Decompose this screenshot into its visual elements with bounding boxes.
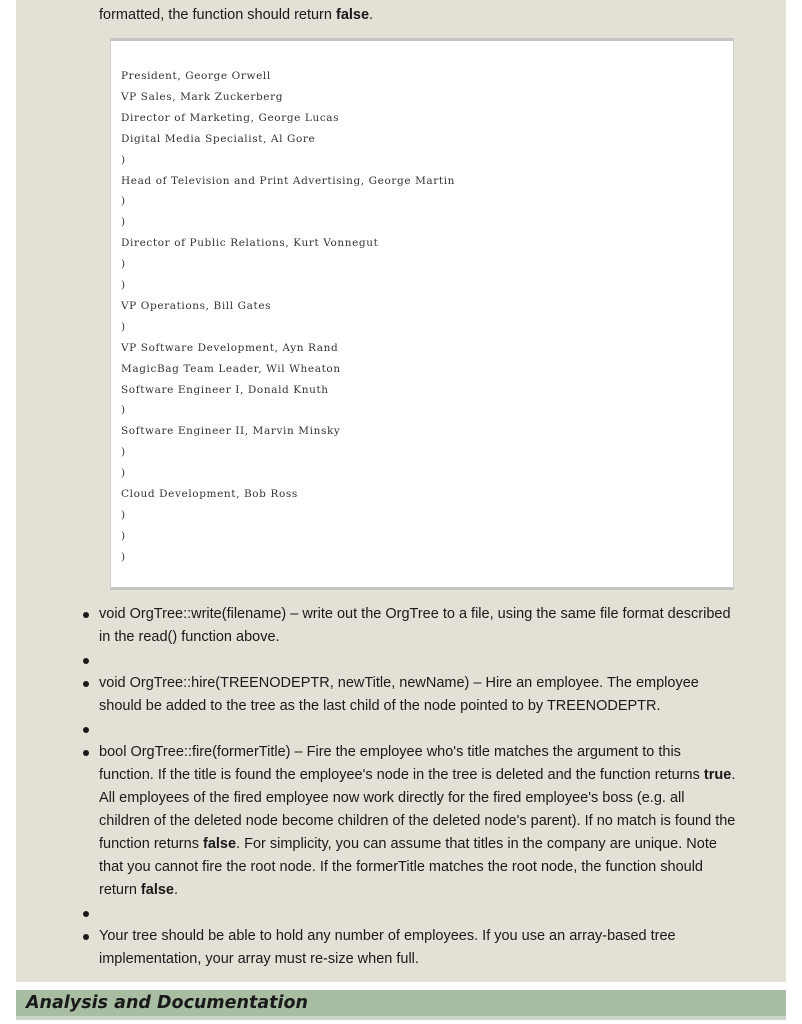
content-panel <box>16 0 786 982</box>
fire-line-2c: . <box>731 767 736 783</box>
bullet-dot <box>83 934 89 940</box>
resize-line-1: Your tree should be able to hold any number of employees. If you use an array-based tree <box>99 928 676 944</box>
fire-line-6: that you cannot fire the root node. If the formerTitle matches the root node, the function should <box>99 859 703 875</box>
code-line: ) <box>121 320 126 333</box>
hire-line-2: should be added to the tree as the last child of the node pointed to by TREENODEPTR. <box>99 698 661 714</box>
section-header-analysis <box>16 990 786 1020</box>
fire-line-1: bool OrgTree::fire(formerTitle) – Fire the employee who's title matches the argument to this <box>99 744 681 760</box>
code-line: ) <box>121 258 126 271</box>
hire-line-1: void OrgTree::hire(TREENODEPTR, newTitle, newName) – Hire an employee. The employee <box>99 675 699 691</box>
bullet-dot <box>83 612 89 618</box>
code-line: Cloud Development, Bob Ross <box>121 488 298 500</box>
code-line: Software Engineer I, Donald Knuth <box>121 383 329 396</box>
code-line: VP Operations, Bill Gates <box>121 299 272 312</box>
fire-line-4: children of the deleted node become children of the deleted node's parent). If no match is found the <box>99 813 736 829</box>
fire-line-3: All employees of the fired employee now work directly for the fired employee's boss (e.g. all <box>99 790 685 806</box>
code-line: ) <box>121 216 126 229</box>
code-line: Head of Television and Print Advertising, George Martin <box>121 174 456 187</box>
bullet-dot <box>83 750 89 756</box>
code-line: Director of Marketing, George Lucas <box>121 111 340 124</box>
write-line-2: in the read() function above. <box>99 629 280 645</box>
code-line: ) <box>121 467 126 480</box>
fire-bold-false: false <box>202 836 237 852</box>
code-line: President, George Orwell <box>121 70 271 82</box>
bullet-resize <box>99 925 749 971</box>
code-line: ) <box>121 508 126 521</box>
section-title: Analysis and Documentation <box>26 993 308 1013</box>
code-line: ) <box>121 529 126 542</box>
fire-line-7c: . <box>173 882 179 898</box>
fire-line-5a: function returns <box>99 836 203 852</box>
code-line: ) <box>121 153 126 166</box>
code-line: Director of Public Relations, Kurt Vonnegut <box>121 237 379 250</box>
intro-text: formatted, the function should return <box>99 7 336 23</box>
code-line: ) <box>121 550 126 563</box>
bullet-dot <box>83 681 89 687</box>
fire-line-5c: . For simplicity, you can assume that titles in the company are unique. Note <box>236 836 717 852</box>
code-line: VP Sales, Mark Zuckerberg <box>121 90 284 103</box>
intro-paragraph <box>99 4 749 27</box>
fire-bold-true: true <box>703 767 732 783</box>
code-line: Digital Media Specialist, Al Gore <box>121 132 316 145</box>
bullet-fire <box>99 741 759 902</box>
code-line: ) <box>121 404 126 417</box>
bullet-write <box>99 603 749 649</box>
intro-bold-false: false <box>335 7 370 23</box>
fire-line-7a: return <box>99 882 141 898</box>
empty-bullet-dot <box>83 658 89 664</box>
code-line: VP Software Development, Ayn Rand <box>121 341 339 354</box>
code-line: MagicBag Team Leader, Wil Wheaton <box>121 362 341 375</box>
fire-line-2a: function. If the title is found the employee's node in the tree is deleted and the function returns <box>99 767 704 783</box>
write-line-1: void OrgTree::write(filename) – write out the OrgTree to a file, using the same file format described <box>99 606 731 622</box>
code-line: Software Engineer II, Marvin Minsky <box>121 425 341 438</box>
empty-bullet-dot <box>83 727 89 733</box>
code-example-box <box>110 38 734 590</box>
code-line: ) <box>121 195 126 208</box>
bullet-hire <box>99 672 749 718</box>
intro-end: . <box>369 7 374 23</box>
code-line: ) <box>121 279 126 291</box>
empty-bullet-dot <box>83 911 89 917</box>
code-line: ) <box>121 446 126 459</box>
resize-line-2: implementation, your array must re-size when full. <box>99 951 419 967</box>
fire-bold-false-2: false <box>140 882 174 898</box>
